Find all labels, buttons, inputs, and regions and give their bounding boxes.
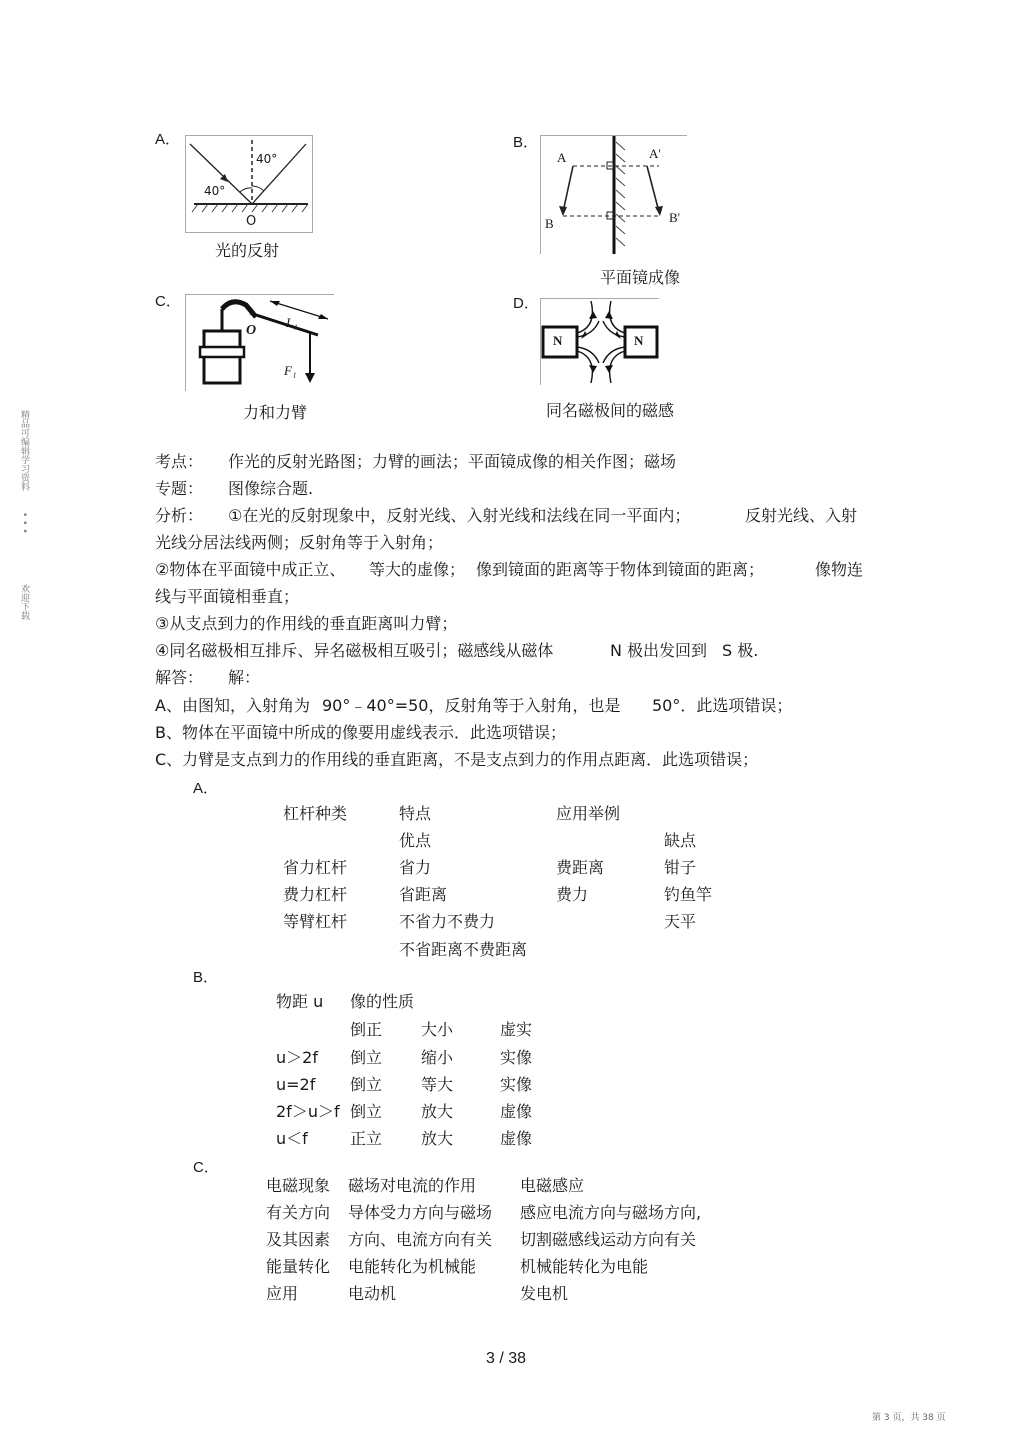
fenxi-line4b: N 极出发回到: [610, 641, 708, 660]
table-b-cell: 倒立: [350, 1075, 383, 1094]
table-a-cell: 省距离: [399, 885, 448, 904]
table-b-letter: B．: [193, 969, 219, 986]
table-c-cell: 电磁感应: [520, 1176, 585, 1195]
table-c-cell: 导体受力方向与磁场: [348, 1203, 493, 1222]
lever-arm-l1-label: L₁: [286, 315, 298, 330]
page-number: 3 / 38: [486, 1350, 527, 1367]
incidence-angle-label: 40°: [204, 184, 226, 198]
answer-a-part3: 50°．此选项错误；: [652, 696, 793, 715]
table-b-header-distance: 物距 u: [276, 992, 324, 1011]
table-c-cell: 方向、电流方向有关: [348, 1230, 493, 1249]
table-a-header-type: 杠杆种类: [283, 804, 348, 823]
table-b-cell: 实像: [500, 1075, 533, 1094]
jieda-label: 解答：: [155, 668, 204, 687]
table-a-cell: 天平: [664, 912, 697, 931]
north-pole-right-label: N: [634, 333, 644, 348]
table-a-header-feature: 特点: [399, 804, 432, 823]
table-b-cell: 放大: [421, 1102, 454, 1121]
kaodian-label: 考点：: [155, 452, 204, 471]
table-a-cell: 不省距离不费距离: [399, 940, 528, 959]
north-pole-left-label: N: [553, 333, 563, 348]
table-b-cell: 等大: [421, 1075, 454, 1094]
jieda-text: 解：: [228, 668, 261, 687]
sidebar-text-top: 精品可编辑学习资料: [19, 410, 29, 491]
figure-d-caption: 同名磁极间的磁感: [546, 401, 675, 420]
point-a-image-label: A': [649, 146, 661, 161]
figure-c-letter: C．: [155, 293, 181, 310]
table-b-cell: 倒立: [350, 1048, 383, 1067]
fenxi-line4a: ④同名磁极相互排斥、异名磁极相互吸引；磁感线从磁体: [155, 641, 554, 660]
table-c-cell: 能量转化: [266, 1257, 331, 1276]
table-c-cell: 磁场对电流的作用: [348, 1176, 477, 1195]
table-a-header-disadvantage: 缺点: [664, 831, 697, 850]
table-b-cell: 实像: [500, 1048, 533, 1067]
fenxi-line1a: ①在光的反射现象中，反射光线、入射光线和法线在同一平面内；: [228, 506, 691, 525]
plane-mirror-diagram: [540, 135, 687, 254]
answer-c: C、力臂是支点到力的作用线的垂直距离，不是支点到力的作用点距离．此选项错误；: [155, 750, 759, 769]
table-c-cell: 切割磁感线运动方向有关: [520, 1230, 697, 1249]
table-c-letter: C．: [193, 1159, 219, 1176]
table-b-cell: 放大: [421, 1129, 454, 1148]
fenxi-line4c: S 极.: [722, 641, 759, 660]
table-c-cell: 机械能转化为电能: [520, 1257, 649, 1276]
table-c-cell: 有关方向: [266, 1203, 331, 1222]
kaodian-text: 作光的反射光路图；力臂的画法；平面镜成像的相关作图；磁场: [228, 452, 677, 471]
figure-b-caption: 平面镜成像: [600, 268, 681, 287]
table-b-cell: 正立: [350, 1129, 383, 1148]
table-c-cell: 感应电流方向与磁场方向,: [520, 1203, 702, 1222]
table-b-sub-type: 虚实: [500, 1020, 533, 1039]
table-b-cell: 2f＞u＞f: [276, 1102, 340, 1121]
page-count-small: 第 3 页，共 38 页: [872, 1413, 946, 1423]
reflection-angle-label: 40°: [256, 152, 278, 166]
table-a-cell: 省力杠杆: [283, 858, 348, 877]
zhuanti-label: 专题：: [155, 479, 204, 498]
lever-arm-diagram: [185, 294, 334, 391]
table-b-sub-size: 大小: [421, 1020, 454, 1039]
answer-b: B、物体在平面镜中所成的像要用虚线表示．此选项错误；: [155, 723, 566, 742]
table-c-cell: 发电机: [520, 1284, 569, 1303]
figure-c-caption: 力和力臂: [243, 403, 308, 422]
table-b-cell: u=2f: [276, 1075, 316, 1094]
sidebar-text-bottom: 欢迎下载: [19, 584, 29, 620]
answer-a-part2: 90°﹣40°=50，反射角等于入射角，也是: [322, 696, 621, 715]
point-b-image-label: B': [669, 210, 681, 225]
table-c-cell: 电磁现象: [266, 1176, 331, 1195]
table-a-cell: 费距离: [556, 858, 605, 877]
magnetic-poles-diagram: [540, 298, 659, 385]
figure-b-letter: B．: [513, 134, 539, 151]
table-c-cell: 及其因素: [266, 1230, 331, 1249]
table-a-header-advantage: 优点: [399, 831, 432, 850]
table-b-cell: u＞2f: [276, 1048, 318, 1067]
table-a-cell: 钳子: [664, 858, 697, 877]
table-c-cell: 电动机: [348, 1284, 397, 1303]
table-a-letter: A．: [193, 780, 219, 797]
sidebar-dots: • • •: [19, 512, 29, 534]
table-b-cell: 倒立: [350, 1102, 383, 1121]
table-b-cell: 缩小: [421, 1048, 454, 1067]
table-a-cell: 费力杠杆: [283, 885, 348, 904]
force-f1-label: F₁: [284, 363, 297, 378]
answer-a-part1: A、由图知，入射角为: [155, 696, 310, 715]
point-a-label: A: [557, 150, 567, 165]
table-a-cell: 钓鱼竿: [664, 885, 713, 904]
table-b-header-image: 像的性质: [350, 992, 415, 1011]
zhuanti-text: 图像综合题.: [228, 479, 314, 498]
figure-a-caption: 光的反射: [215, 241, 280, 260]
fenxi-line2a: ②物体在平面镜中成正立、: [155, 560, 346, 579]
table-a-cell: 不省力不费力: [399, 912, 496, 931]
fenxi-line1c: 光线分居法线两侧；反射角等于入射角；: [155, 533, 444, 552]
table-b-cell: u＜f: [276, 1129, 308, 1148]
pivot-o-label: O: [246, 323, 257, 338]
table-a-cell: 省力: [399, 858, 432, 877]
fenxi-line2c: 像到镜面的距离等于物体到镜面的距离；: [476, 560, 765, 579]
point-o-label: O: [246, 214, 257, 229]
table-c-cell: 应用: [266, 1284, 299, 1303]
fenxi-label: 分析：: [155, 506, 204, 525]
figure-a-letter: A．: [155, 131, 181, 148]
table-b-cell: 虚像: [500, 1102, 533, 1121]
figure-d-letter: D．: [513, 295, 539, 312]
fenxi-line2e: 线与平面镜相垂直；: [155, 587, 300, 606]
fenxi-line2b: 等大的虚像；: [369, 560, 466, 579]
fenxi-line2d: 像物连: [815, 560, 864, 579]
table-a-cell: 费力: [556, 885, 589, 904]
table-b-cell: 虚像: [500, 1129, 533, 1148]
table-a-header-example: 应用举例: [556, 804, 621, 823]
reflection-diagram: [185, 135, 313, 233]
fenxi-line3: ③从支点到力的作用线的垂直距离叫力臂；: [155, 614, 458, 633]
fenxi-line1b: 反射光线、入射: [745, 506, 858, 525]
point-b-label: B: [545, 216, 554, 231]
table-b-sub-orientation: 倒正: [350, 1020, 383, 1039]
table-a-cell: 等臂杠杆: [283, 912, 348, 931]
table-c-cell: 电能转化为机械能: [348, 1257, 477, 1276]
